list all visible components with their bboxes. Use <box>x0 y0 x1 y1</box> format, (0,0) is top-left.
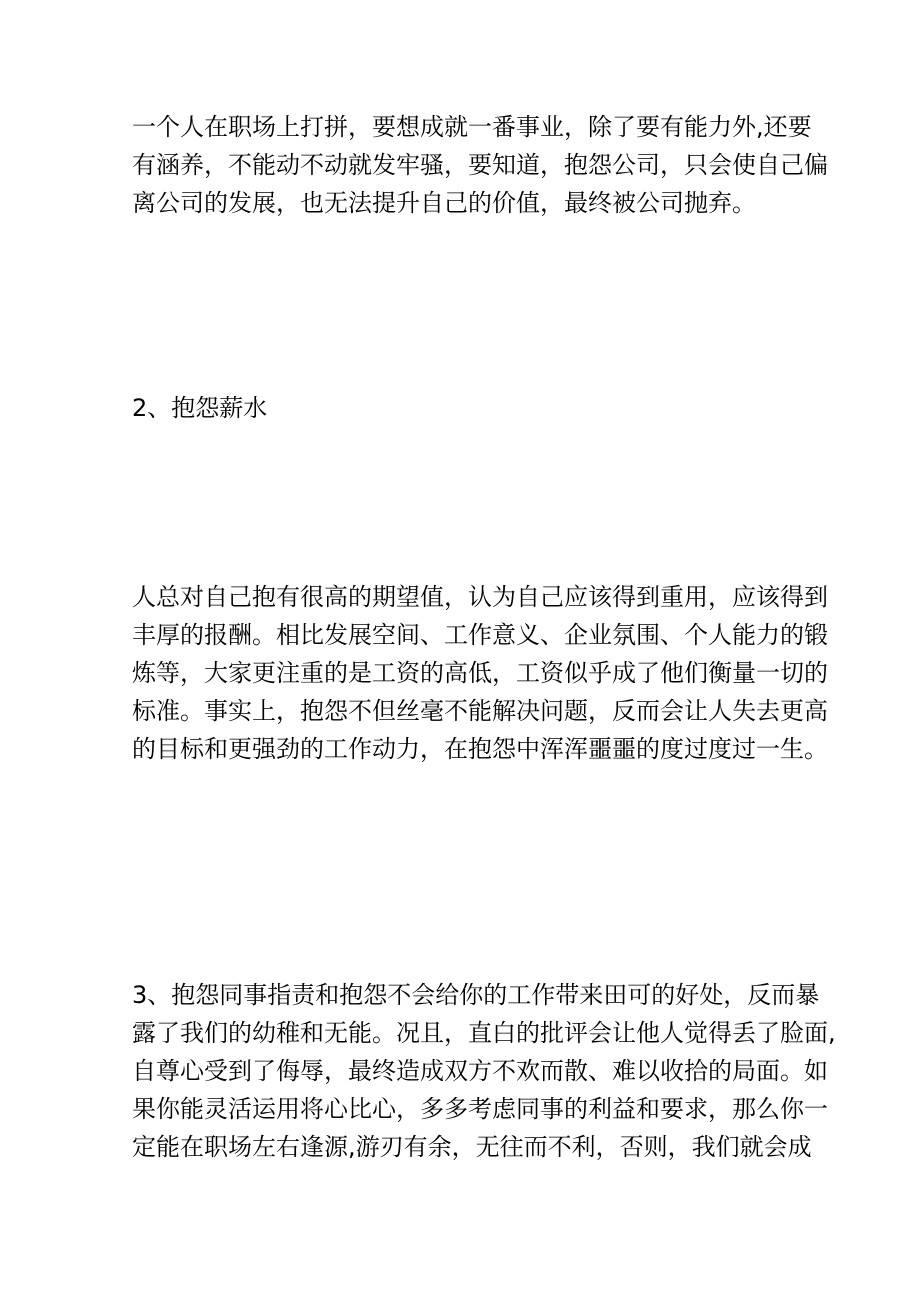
text-line: 果你能灵活运用将心比心，多多考虑同事的利益和要求，那么你一 <box>132 1095 828 1123</box>
paragraph-salary-complaint <box>132 578 828 768</box>
text-line: 自尊心受到了侮辱，最终造成双方不欢而散、难以收拾的局面。如 <box>132 1057 828 1085</box>
text-line: 露了我们的幼稚和无能。况且，直白的批评会让他人觉得丢了脸面, <box>132 1019 836 1047</box>
text-line: 一个人在职场上打拼，要想成就一番事业，除了要有能力外,还要 <box>132 113 812 141</box>
text-line: 人总对自己抱有很高的期望值，认为自己应该得到重用，应该得到 <box>132 583 828 611</box>
text-line: 3、抱怨同事指责和抱怨不会给你的工作带来田可的好处，反而暴 <box>132 981 820 1009</box>
paragraph-workplace-complaint <box>132 108 828 222</box>
text-line: 炼等，大家更注重的是工资的高低，工资似乎成了他们衡量一切的 <box>132 659 828 687</box>
text-line: 丰厚的报酬。相比发展空间、工作意义、企业氛围、个人能力的锻 <box>132 621 828 649</box>
text-line: 离公司的发展，也无法提升自己的价值，最终被公司抛弃。 <box>132 189 756 217</box>
text-line: 的目标和更强劲的工作动力，在抱怨中浑浑噩噩的度过度过一生。 <box>132 735 828 763</box>
text-line: 有涵养，不能动不动就发牢骚，要知道，抱怨公司，只会使自己偏 <box>132 151 828 179</box>
text-line: 标准。事实上，抱怨不但丝毫不能解决问题，反而会让人失去更高 <box>132 697 828 725</box>
paragraph-colleague-complaint <box>132 976 836 1166</box>
section-heading-salary <box>132 389 802 427</box>
text-line: 定能在职场左右逢源,游刃有余，无往而不利，否则，我们就会成 <box>132 1133 812 1161</box>
section-heading-text: 2、抱怨薪水 <box>132 394 268 422</box>
